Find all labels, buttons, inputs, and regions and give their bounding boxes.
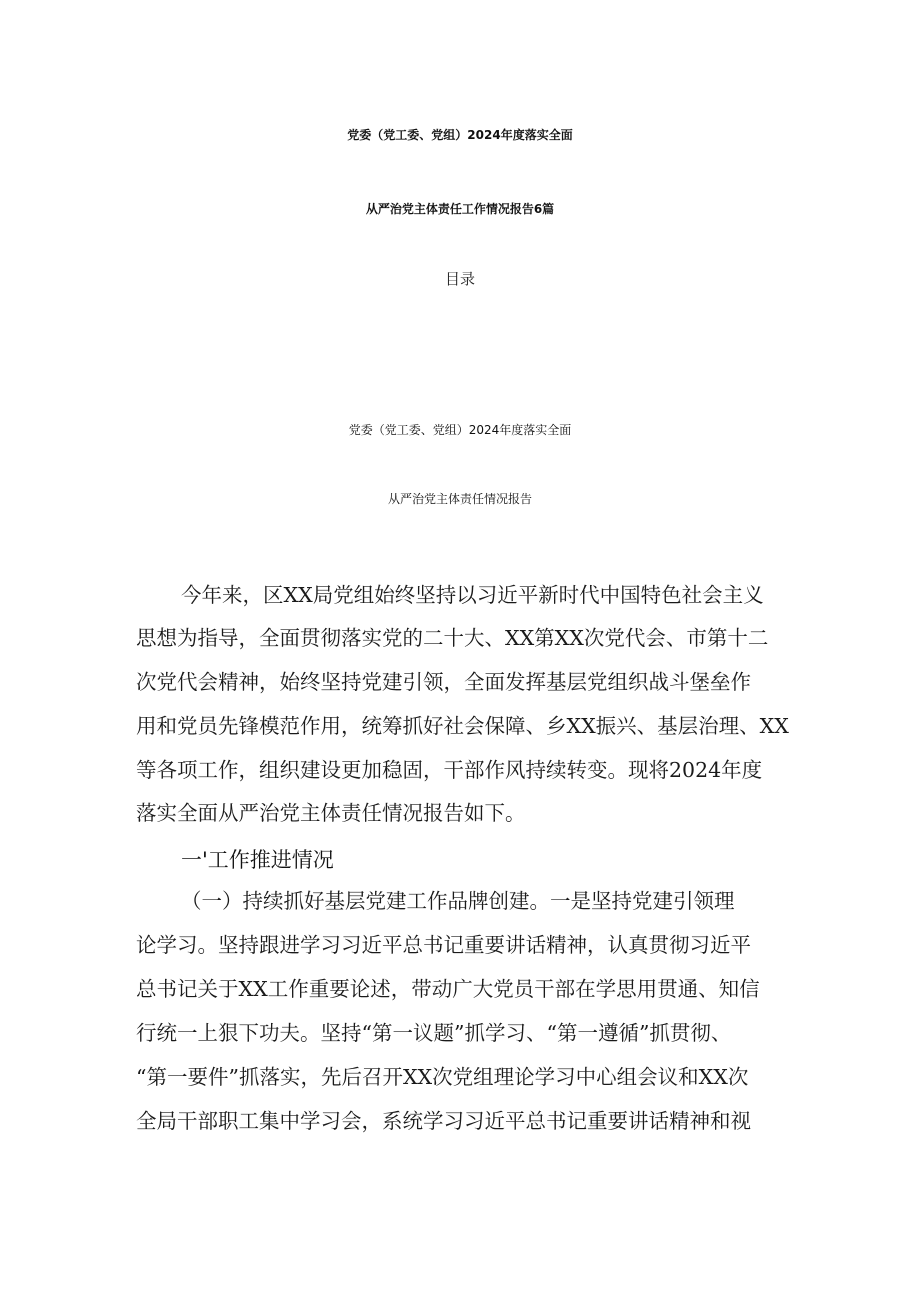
paragraph-line: 用和党员先锋模范作用，统筹抓好社会保障、乡XX振兴、基层治理、XX: [136, 714, 789, 738]
paragraph-line: 行统一上狠下功夫。坚持“第一议题”抓学习、“第一遵循”抓贯彻、: [136, 1021, 732, 1045]
report-title-line-2: 从严治党主体责任情况报告: [387, 492, 532, 506]
paragraph-line: （一）持续抓好基层党建工作品牌创建。一是坚持党建引领理: [181, 889, 735, 913]
main-title-line-2: 从严治党主体责任工作情况报告6篇: [365, 202, 555, 216]
paragraph-line: 思想为指导，全面贯彻落实党的二十大、XX第XX次党代会、市第十二: [136, 626, 769, 650]
section-heading: 一'工作推进情况: [181, 848, 334, 872]
paragraph-line: 论学习。坚持跟进学习习近平总书记重要讲话精神，认真贯彻习近平: [136, 933, 751, 957]
paragraph-line: 今年来，区XX局党组始终坚持以习近平新时代中国特色社会主义: [181, 583, 764, 607]
paragraph-line: 次党代会精神，始终坚持党建引领，全面发挥基层党组织战斗堡垒作: [136, 670, 751, 694]
paragraph-line: 落实全面从严治党主体责任情况报告如下。: [136, 801, 526, 825]
paragraph-line: 等各项工作，组织建设更加稳固，干部作风持续转变。现将2024年度: [136, 758, 763, 782]
paragraph-line: 全局干部职工集中学习会，系统学习习近平总书记重要讲话精神和视: [136, 1109, 751, 1133]
report-title-line-1: 党委（党工委、党组）2024年度落实全面: [348, 423, 572, 437]
paragraph-line: “第一要件”抓落实，先后召开XX次党组理论学习中心组会议和XX次: [136, 1065, 749, 1089]
paragraph-line: 总书记关于XX工作重要论述，带动广大党员干部在学思用贯通、知信: [136, 977, 760, 1001]
main-title-line-1: 党委（党工委、党组）2024年度落实全面: [347, 128, 573, 142]
toc-label: 目录: [444, 270, 475, 288]
